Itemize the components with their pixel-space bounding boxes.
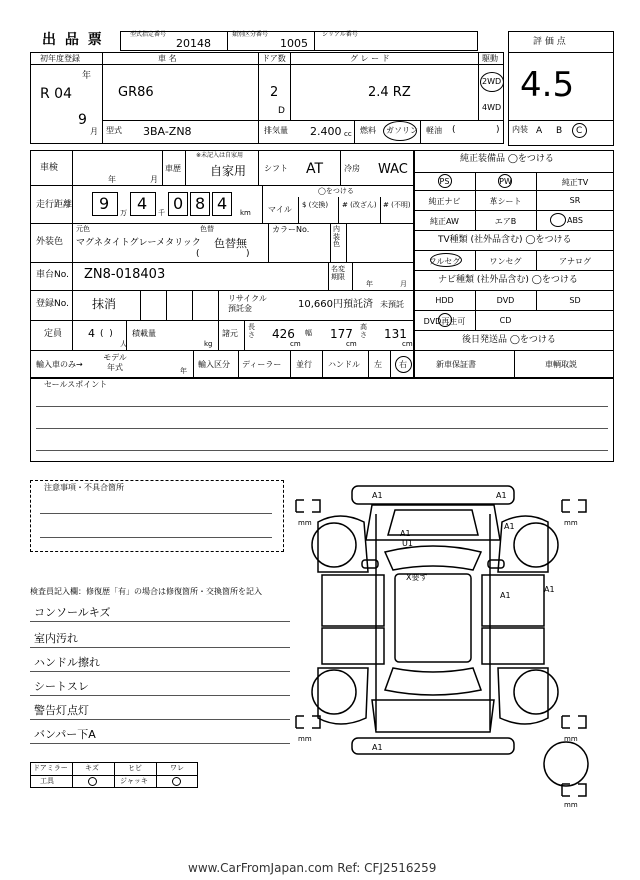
shift-label: シフト (264, 164, 288, 173)
navi-dvd-play: DVD再生可 (423, 317, 466, 326)
mileage-digit-3: 8 (195, 194, 206, 213)
category-value: 1005 (280, 37, 308, 50)
height-label: 高さ (360, 323, 367, 339)
inspector-title: 検査員記入欄：修復歴「有」の場合は修復箇所・交換箇所を記入 (30, 587, 262, 596)
equip-airbag: エアB (494, 217, 517, 226)
inspection-year-unit: 年 (108, 175, 116, 184)
reg-no-label: 登録No. (36, 299, 69, 309)
usage-label: 車歴 (165, 164, 181, 173)
drive-2wd: 2WD (482, 77, 502, 86)
width-value: 177 (330, 327, 353, 341)
sales-point-label: セールスポイント (44, 380, 108, 389)
color-name: マグネタイトグレーメタリック (76, 238, 201, 248)
door-type: D (278, 106, 285, 116)
model-label: 型式 (106, 126, 122, 135)
usage-note: ※未記入は自家用 (196, 152, 244, 159)
equip-abs: ABS (567, 216, 583, 225)
fuel-label: 燃料 (360, 126, 376, 135)
grade-value: 2.4 RZ (368, 85, 411, 100)
chassis-label: 車台No. (36, 270, 69, 280)
mm-label-rr: mm (564, 735, 578, 743)
width-unit: cm (346, 340, 357, 348)
note-line-1: コンソールキズ (34, 606, 111, 619)
height-unit: cm (402, 340, 413, 348)
original-color-label: 元色 (76, 225, 90, 233)
interior-color-label: 内装色 (333, 225, 340, 249)
person-unit: 人 (120, 340, 127, 348)
name-change-year-unit: 年 (366, 280, 373, 288)
damage-mark-right-panel: A1 (500, 591, 511, 600)
paint-label: 色替 (200, 225, 214, 233)
mileage-unit-1: 千 (158, 209, 165, 217)
equip-tv: 純正TV (561, 178, 589, 187)
unknown-label: # (不明) (383, 201, 411, 209)
first-reg-month-unit: 月 (90, 127, 98, 136)
mileage-digit-2: 0 (173, 194, 184, 213)
doors-value: 2 (270, 85, 279, 100)
tv-title: TV種類 (社外品含む) ◯をつける (438, 235, 572, 245)
handle-label: ハンドル (328, 360, 360, 369)
later-title: 後日発送品 ◯をつける (462, 335, 556, 345)
equip-leather: 革シート (489, 197, 522, 206)
parallel-label: 並行 (296, 360, 312, 369)
damage-mark-front-bumper-right: A1 (496, 491, 507, 500)
table-jack: ジャッキ (120, 777, 148, 785)
navi-cd: CD (499, 316, 512, 325)
chassis-value: ZN8-018403 (84, 267, 166, 282)
import-type-label: 輸入区分 (198, 360, 230, 369)
mm-label-fl: mm (298, 519, 312, 527)
mm-label-rl: mm (298, 735, 312, 743)
navi-dvd: DVD (496, 296, 515, 305)
mile-label: マイル (268, 205, 292, 214)
type-code-label: 型式指定番号 (130, 31, 167, 38)
type-code-value: 20148 (176, 37, 211, 50)
first-reg-month: 9 (78, 112, 87, 128)
interior-grade-c: C (576, 126, 583, 136)
displacement-label: 排気量 (264, 126, 288, 135)
model-year-unit: 年 (180, 367, 187, 375)
table-h-crack: ヒビ (128, 764, 142, 772)
score-label: 評 価 点 (533, 37, 566, 47)
table-h-doormirror: ドアミラー (33, 764, 68, 772)
equip-navi: 純正ナビ (428, 197, 461, 206)
length-label: 長さ (248, 323, 255, 339)
diesel-label: 軽油 (426, 126, 442, 135)
right-handle: 右 (399, 360, 407, 369)
mileage-label: 走行距離 (36, 200, 73, 210)
usage-value: 自家用 (210, 164, 247, 178)
paint-value: 色替無 (214, 237, 247, 250)
navi-title: ナビ種類 (社外品含む) ◯をつける (438, 275, 578, 285)
color-label: 外装色 (36, 237, 64, 247)
grade-label: グ レ ー ド (350, 54, 390, 63)
equip-pw: PW (499, 177, 512, 186)
note-line-4: シートスレ (34, 680, 89, 693)
capacity-label: 定員 (44, 329, 63, 339)
car-name-value: GR86 (118, 85, 154, 100)
serial-label: シリアル番号 (322, 31, 358, 38)
damage-mark-hood: U1 (402, 539, 413, 548)
not-deposited: 未預託 (380, 300, 404, 309)
note-line-3: ハンドル擦れ (34, 656, 100, 669)
displacement-value: 2.400 (310, 125, 342, 138)
inspection-label: 車検 (40, 163, 59, 173)
equip-aw: 純正AW (430, 217, 459, 226)
recycle-amount: 10,660円預託済 (298, 299, 373, 310)
table-tools: 工具 (40, 777, 54, 785)
dealer-label: ディーラー (242, 360, 282, 369)
width-label: 幅 (305, 329, 312, 337)
navi-sd: SD (569, 296, 581, 305)
sheet-title: 出 品 票 (42, 32, 104, 48)
category-label: 類別区分番号 (232, 31, 269, 38)
dims-label: 諸元 (222, 329, 238, 338)
mm-label-fr: mm (564, 519, 578, 527)
note-line-6: バンパー下A (34, 728, 96, 741)
navi-hdd: HDD (435, 296, 454, 305)
tv-analog: アナログ (559, 257, 591, 266)
note-line-2: 室内汚れ (34, 632, 78, 645)
doors-label: ドア数 (262, 54, 286, 63)
drive-label: 駆動 (482, 54, 498, 63)
mileage-digit-4: 4 (217, 194, 228, 213)
table-h-scratch: キズ (85, 764, 99, 772)
damage-mark-right-fender: A1 (504, 522, 515, 531)
note-line-5: 警告灯点灯 (34, 704, 89, 717)
height-value: 131 (384, 327, 407, 341)
kg-unit: kg (204, 340, 213, 348)
first-reg-year-unit: 年 (82, 71, 92, 81)
odo-marker-label: ◯をつける (318, 187, 354, 195)
mm-label-spare: mm (564, 801, 578, 809)
interior-grade-b: B (556, 126, 563, 136)
std-equipment-title: 純正装備品 ◯をつける (460, 154, 554, 164)
exchange-label: $ (交換) (302, 201, 329, 209)
reg-status: 抹消 (92, 297, 117, 311)
length-unit: cm (290, 340, 301, 348)
recycle-label: リサイクル預託金 (228, 294, 267, 313)
model-code: 3BA-ZN8 (143, 125, 192, 138)
damage-mark-right-door: A1 (544, 585, 555, 594)
drive-4wd: 4WD (482, 103, 502, 112)
damage-mark-roof: X要す (406, 573, 428, 582)
displacement-unit: cc (344, 130, 352, 138)
mileage-digit-0: 9 (99, 194, 110, 213)
footer-ref: www.CarFromJapan.com Ref: CFJ2516259 (188, 861, 437, 875)
damage-mark-rear-bumper: A1 (372, 743, 383, 752)
damage-mark-front-bumper: A1 (372, 491, 383, 500)
first-reg-era: R 04 (40, 86, 72, 102)
length-value: 426 (272, 327, 295, 341)
mileage-unit-0: 万 (120, 209, 127, 217)
name-change-month-unit: 月 (400, 280, 407, 288)
fuel-value: ガソリン (386, 126, 418, 135)
inspection-month-unit: 月 (150, 175, 158, 184)
ac-value: WAC (378, 162, 408, 177)
altered-label: # (改ざん) (342, 201, 377, 209)
notes-title: 注意事項・不具合箇所 (44, 483, 124, 492)
color-no-label: カラーNo. (272, 225, 310, 234)
mileage-digit-1: 4 (137, 194, 148, 213)
mileage-unit-km: km (240, 209, 251, 217)
load-label: 積載量 (132, 329, 156, 338)
table-h-break: ワレ (170, 764, 184, 772)
car-name-label: 車 名 (158, 54, 177, 63)
import-label: 輸入車のみ→ (36, 360, 83, 369)
first-reg-label: 初年度登録 (40, 54, 80, 63)
equip-ps: PS (439, 177, 450, 186)
equip-sr: SR (569, 196, 581, 205)
model-year-label: モデル年式 (103, 353, 127, 372)
left-handle: 左 (374, 360, 382, 369)
score-value: 4.5 (520, 65, 575, 105)
warranty-label: 新車保証書 (436, 360, 476, 369)
capacity-value: 4 (88, 327, 95, 340)
interior-grade-a: A (536, 126, 543, 136)
tv-full: フルセグ (428, 257, 461, 266)
tv-one: ワンセグ (489, 257, 522, 266)
name-change-label: 名変期限 (331, 265, 345, 282)
shift-value: AT (306, 161, 324, 177)
damage-mark-hood-upper: A1 (400, 529, 411, 538)
interior-label: 内装 (512, 125, 528, 134)
manual-label: 車輌取説 (545, 360, 577, 369)
ac-label: 冷房 (344, 164, 360, 173)
